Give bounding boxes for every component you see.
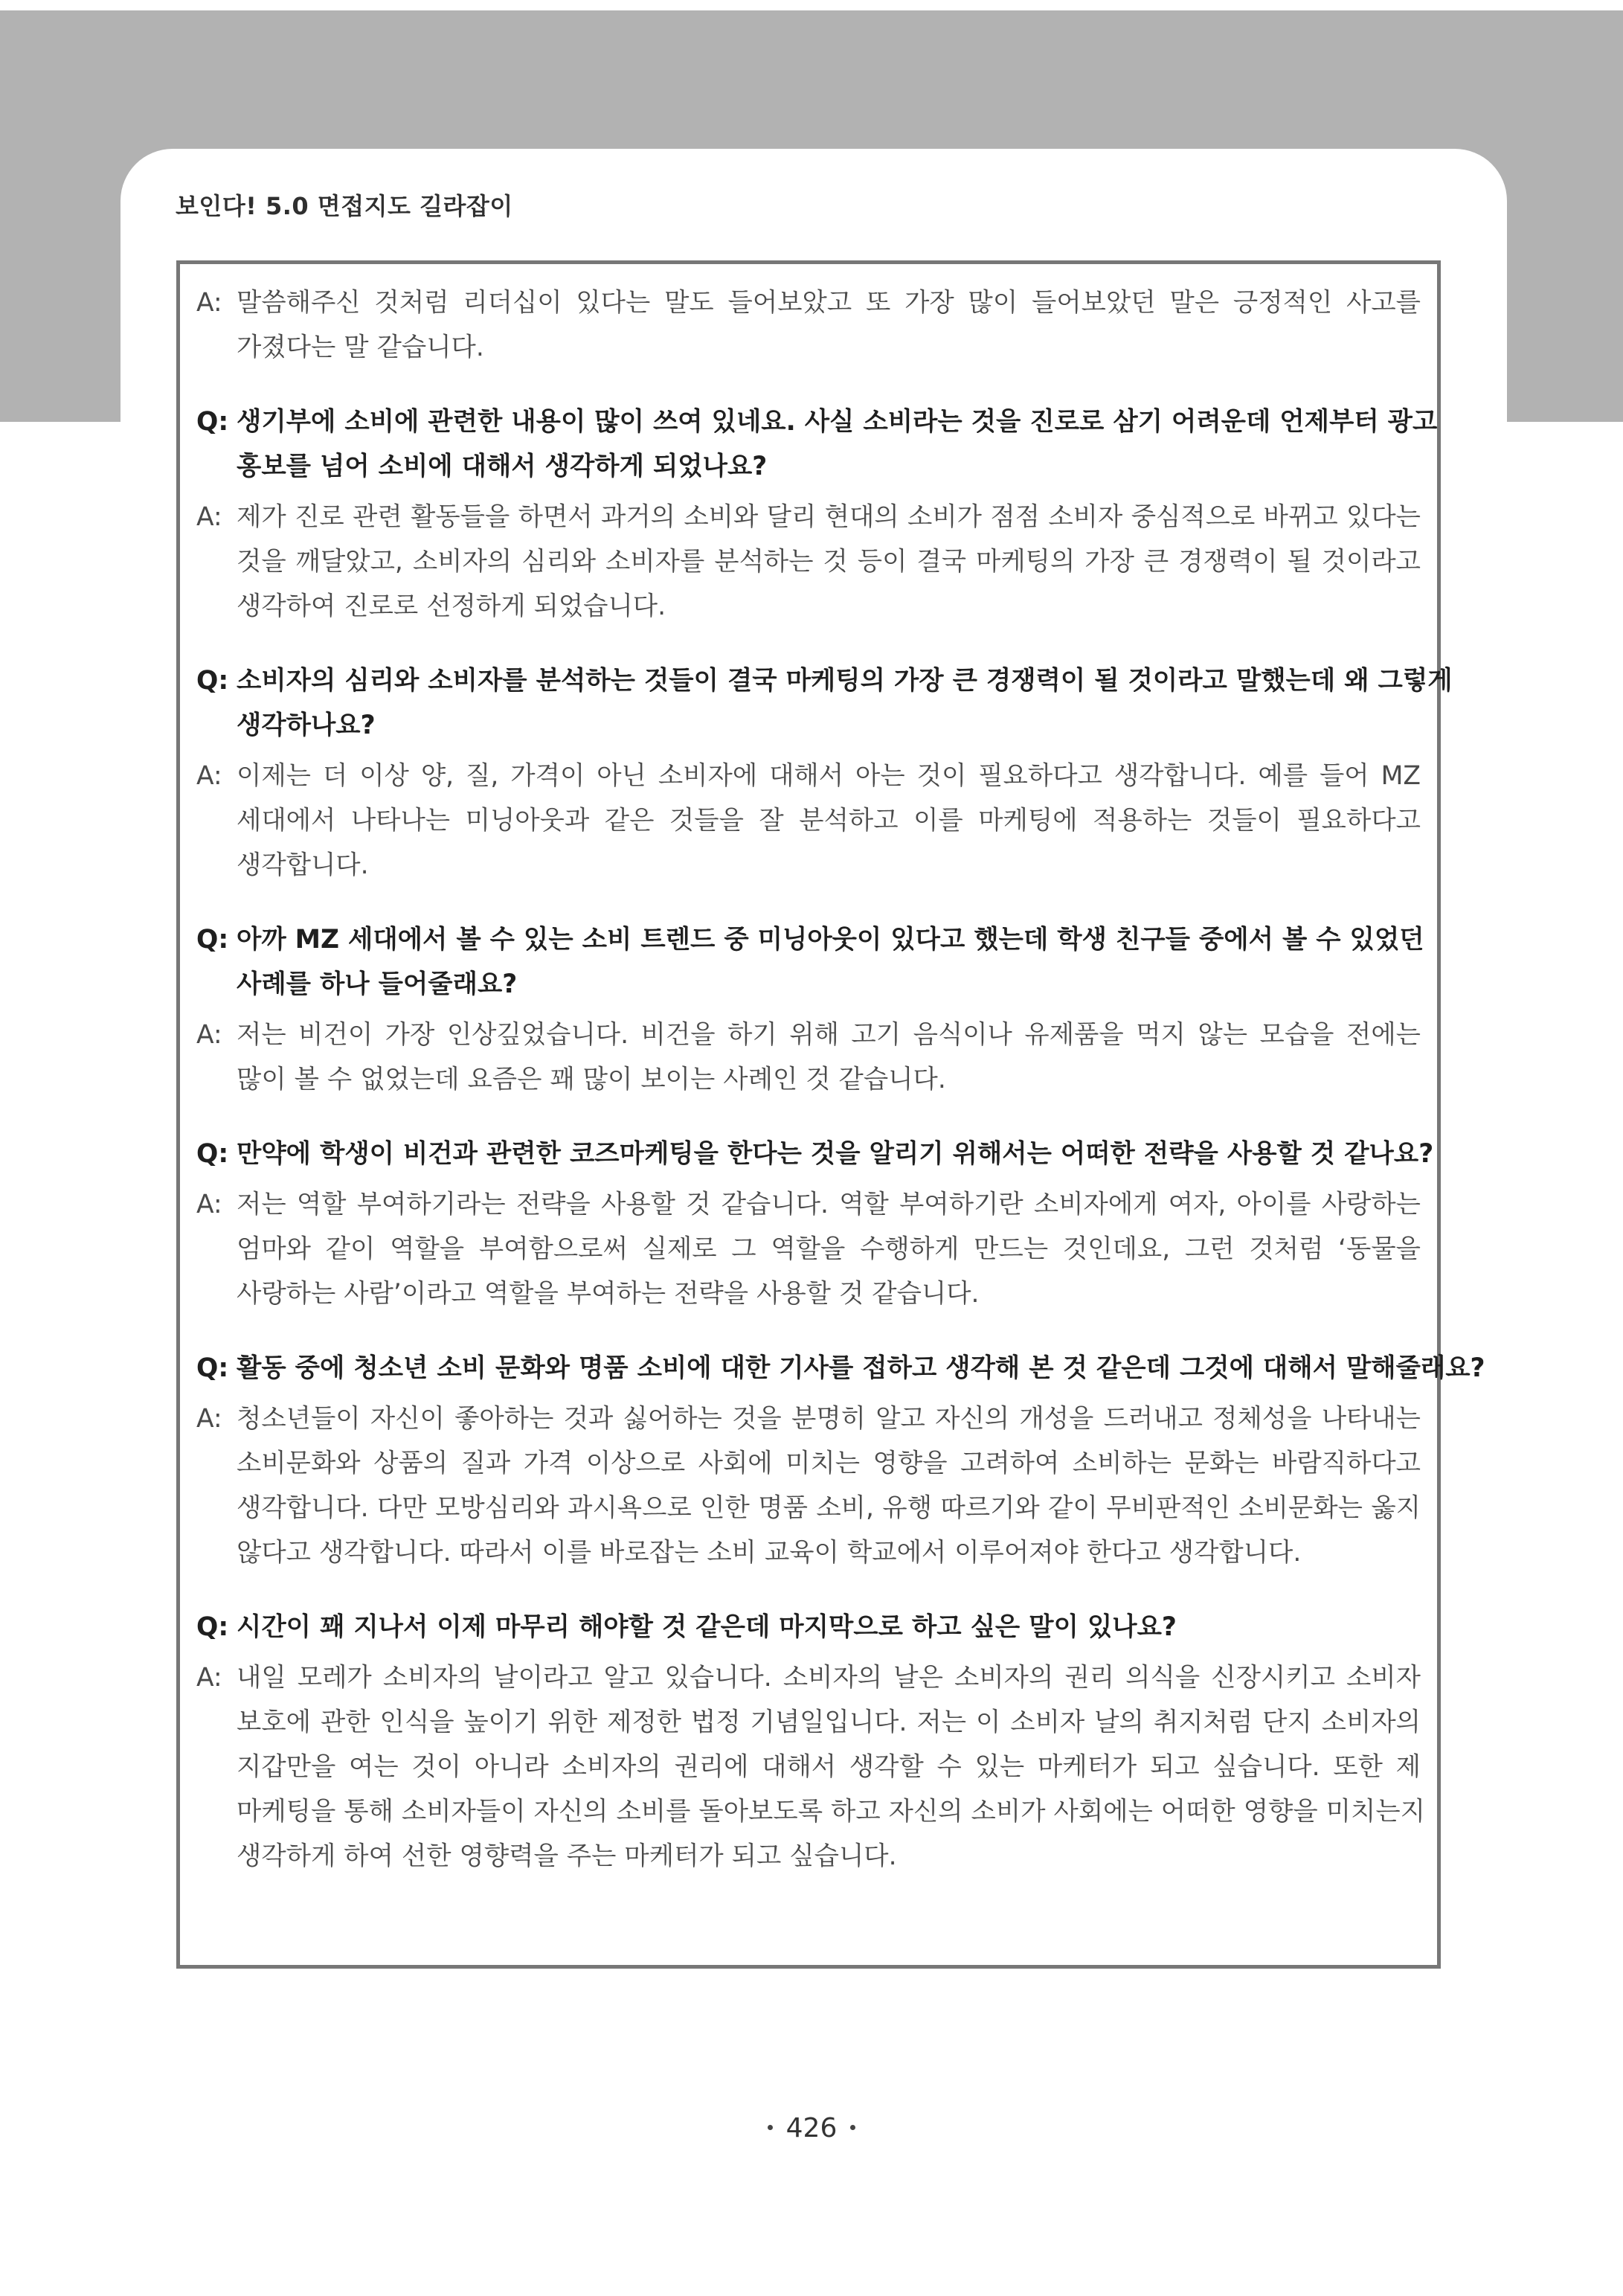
answer-line bbox=[196, 1396, 1424, 1441]
line-text: 사례를 하나 들어줄래요? bbox=[237, 969, 518, 999]
line-text: 소비문화와 상품의 질과 가격 이상으로 사회에 미치는 영향을 고려하여 소비하는 문화는 바람직하다고 bbox=[237, 1449, 1421, 1478]
question-line bbox=[196, 444, 1424, 489]
question-label: Q: bbox=[196, 1353, 229, 1383]
answer-block bbox=[196, 1182, 1424, 1316]
answer-line bbox=[196, 1227, 1424, 1272]
answer-block bbox=[196, 280, 1424, 370]
answer-line bbox=[196, 1530, 1424, 1575]
line-text: 저는 역할 부여하기라는 전략을 사용할 것 같습니다. 역할 부여하기란 소비자에게 여자, 아이를 사랑하는 bbox=[237, 1190, 1421, 1219]
line-text: 생각하여 진로로 선정하게 되었습니다. bbox=[237, 591, 666, 621]
answer-line bbox=[196, 1834, 1424, 1879]
answer-label: A: bbox=[196, 288, 222, 318]
line-text: 것을 깨달았고, 소비자의 심리와 소비자를 분석하는 것 등이 결국 마케팅의 가장 큰 경쟁력이 될 것이라고 bbox=[237, 547, 1421, 577]
line-text: 만약에 학생이 비건과 관련한 코즈마케팅을 한다는 것을 알리기 위해서는 어떠한 전략을 사용할 것 같나요? bbox=[237, 1139, 1434, 1169]
answer-label: A: bbox=[196, 502, 222, 532]
answer-line bbox=[196, 1013, 1424, 1057]
answer-line bbox=[196, 1700, 1424, 1745]
line-text: 내일 모레가 소비자의 날이라고 알고 있습니다. 소비자의 날은 소비자의 권리 의식을 신장시키고 소비자 bbox=[237, 1663, 1421, 1693]
answer-line bbox=[196, 1486, 1424, 1530]
question-line bbox=[196, 658, 1453, 703]
question-line bbox=[196, 1605, 1424, 1649]
line-text: 세대에서 나타나는 미닝아웃과 같은 것들을 잘 분석하고 이를 마케팅에 적용하는 것들이 필요하다고 bbox=[237, 806, 1421, 836]
question-label: Q: bbox=[196, 1139, 229, 1169]
answer-block bbox=[196, 1013, 1424, 1102]
bullet-dot-icon bbox=[850, 2125, 855, 2130]
line-text: 생각합니다. bbox=[237, 850, 369, 880]
line-text: 사랑하는 사람’이라고 역할을 부여하는 전략을 사용할 것 같습니다. bbox=[237, 1279, 980, 1309]
answer-line bbox=[196, 584, 1424, 629]
question-block bbox=[196, 1132, 1434, 1176]
answer-block bbox=[196, 495, 1424, 629]
answer-line bbox=[196, 325, 1424, 370]
interview-qa-box bbox=[176, 260, 1485, 1969]
line-text: 활동 중에 청소년 소비 문화와 명품 소비에 대한 기사를 접하고 생각해 본 것 같은데 그것에 대해서 말해줄래요? bbox=[237, 1353, 1485, 1383]
question-block bbox=[196, 917, 1424, 1007]
line-text: 가졌다는 말 같습니다. bbox=[237, 333, 484, 362]
answer-line bbox=[196, 1441, 1424, 1486]
bullet-dot-icon bbox=[768, 2125, 773, 2130]
line-text: 엄마와 같이 역할을 부여함으로써 실제로 그 역할을 수행하게 만드는 것인데요, 그런 것처럼 ‘동물을 bbox=[237, 1234, 1421, 1264]
answer-block bbox=[196, 1655, 1424, 1879]
answer-label: A: bbox=[196, 1190, 222, 1219]
answer-line bbox=[196, 1655, 1424, 1700]
question-line bbox=[196, 1132, 1434, 1176]
answer-line bbox=[196, 280, 1424, 325]
line-text: 소비자의 심리와 소비자를 분석하는 것들이 결국 마케팅의 가장 큰 경쟁력이 될 것이라고 말했는데 왜 그렇게 bbox=[237, 666, 1453, 696]
page-number: 426 bbox=[785, 2113, 838, 2143]
line-text: 청소년들이 자신이 좋아하는 것과 싫어하는 것을 분명히 알고 자신의 개성을 드러내고 정체성을 나타내는 bbox=[237, 1404, 1421, 1434]
answer-block bbox=[196, 754, 1424, 888]
answer-line bbox=[196, 495, 1424, 539]
page-footer bbox=[0, 2113, 1623, 2143]
line-text: 생각하나요? bbox=[237, 711, 376, 740]
question-line bbox=[196, 962, 1424, 1007]
line-text: 생기부에 소비에 관련한 내용이 많이 쓰여 있네요. 사실 소비라는 것을 진로로 삼기 어려운데 언제부터 광고 bbox=[237, 407, 1438, 437]
question-line bbox=[196, 917, 1424, 962]
answer-line bbox=[196, 843, 1424, 888]
question-line bbox=[196, 1346, 1485, 1391]
answer-line bbox=[196, 1182, 1424, 1227]
line-text: 지갑만을 여는 것이 아니라 소비자의 권리에 대해서 생각할 수 있는 마케터가 되고 싶습니다. 또한 제 bbox=[237, 1752, 1421, 1782]
answer-line bbox=[196, 754, 1424, 798]
answer-line bbox=[196, 1745, 1424, 1789]
question-label: Q: bbox=[196, 407, 229, 437]
running-title: 보인다! 5.0 면접지도 길라잡이 bbox=[176, 192, 513, 220]
line-text: 않다고 생각합니다. 따라서 이를 바로잡는 소비 교육이 학교에서 이루어져야 한다고 생각합니다. bbox=[237, 1538, 1302, 1568]
line-text: 홍보를 넘어 소비에 대해서 생각하게 되었나요? bbox=[237, 452, 768, 481]
line-text: 마케팅을 통해 소비자들이 자신의 소비를 돌아보도록 하고 자신의 소비가 사회에는 어떠한 영향을 미치는지 bbox=[237, 1797, 1425, 1827]
answer-label: A: bbox=[196, 761, 222, 791]
answer-block bbox=[196, 1396, 1424, 1575]
answer-line bbox=[196, 1057, 1424, 1102]
line-text: 제가 진로 관련 활동들을 하면서 과거의 소비와 달리 현대의 소비가 점점 소비자 중심적으로 바뀌고 있다는 bbox=[237, 502, 1421, 532]
question-label: Q: bbox=[196, 1612, 229, 1642]
line-text: 많이 볼 수 없었는데 요즘은 꽤 많이 보이는 사례인 것 같습니다. bbox=[237, 1065, 946, 1094]
question-block bbox=[196, 658, 1453, 748]
line-text: 생각합니다. 다만 모방심리와 과시욕으로 인한 명품 소비, 유행 따르기와 같이 무비판적인 소비문화는 옳지 bbox=[237, 1493, 1421, 1523]
left-decorative-stripe bbox=[0, 405, 120, 422]
answer-line bbox=[196, 539, 1424, 584]
question-label: Q: bbox=[196, 925, 229, 955]
line-text: 시간이 꽤 지나서 이제 마무리 해야할 것 같은데 마지막으로 하고 싶은 말이 있나요? bbox=[237, 1612, 1177, 1642]
line-text: 보호에 관한 인식을 높이기 위한 제정한 법정 기념일입니다. 저는 이 소비자 날의 취지처럼 단지 소비자의 bbox=[237, 1707, 1421, 1737]
question-block bbox=[196, 1346, 1485, 1391]
question-line bbox=[196, 703, 1424, 748]
question-line bbox=[196, 400, 1438, 444]
answer-label: A: bbox=[196, 1404, 222, 1434]
answer-label: A: bbox=[196, 1020, 222, 1050]
question-block bbox=[196, 400, 1438, 489]
right-decorative-stripe bbox=[1507, 405, 1623, 422]
question-label: Q: bbox=[196, 666, 229, 696]
question-block bbox=[196, 1605, 1424, 1649]
answer-line bbox=[196, 1789, 1424, 1834]
answer-line bbox=[196, 798, 1424, 843]
line-text: 저는 비건이 가장 인상깊었습니다. 비건을 하기 위해 고기 음식이나 유제품을 먹지 않는 모습을 전에는 bbox=[237, 1020, 1421, 1050]
line-text: 이제는 더 이상 양, 질, 가격이 아닌 소비자에 대해서 아는 것이 필요하다고 생각합니다. 예를 들어 MZ bbox=[237, 761, 1421, 791]
answer-line bbox=[196, 1272, 1424, 1316]
line-text: 생각하게 하여 선한 영향력을 주는 마케터가 되고 싶습니다. bbox=[237, 1841, 897, 1871]
line-text: 아까 MZ 세대에서 볼 수 있는 소비 트렌드 중 미닝아웃이 있다고 했는데 학생 친구들 중에서 볼 수 있었던 bbox=[237, 925, 1424, 955]
answer-label: A: bbox=[196, 1663, 222, 1693]
line-text: 말씀해주신 것처럼 리더십이 있다는 말도 들어보았고 또 가장 많이 들어보았던 말은 긍정적인 사고를 bbox=[237, 288, 1421, 318]
